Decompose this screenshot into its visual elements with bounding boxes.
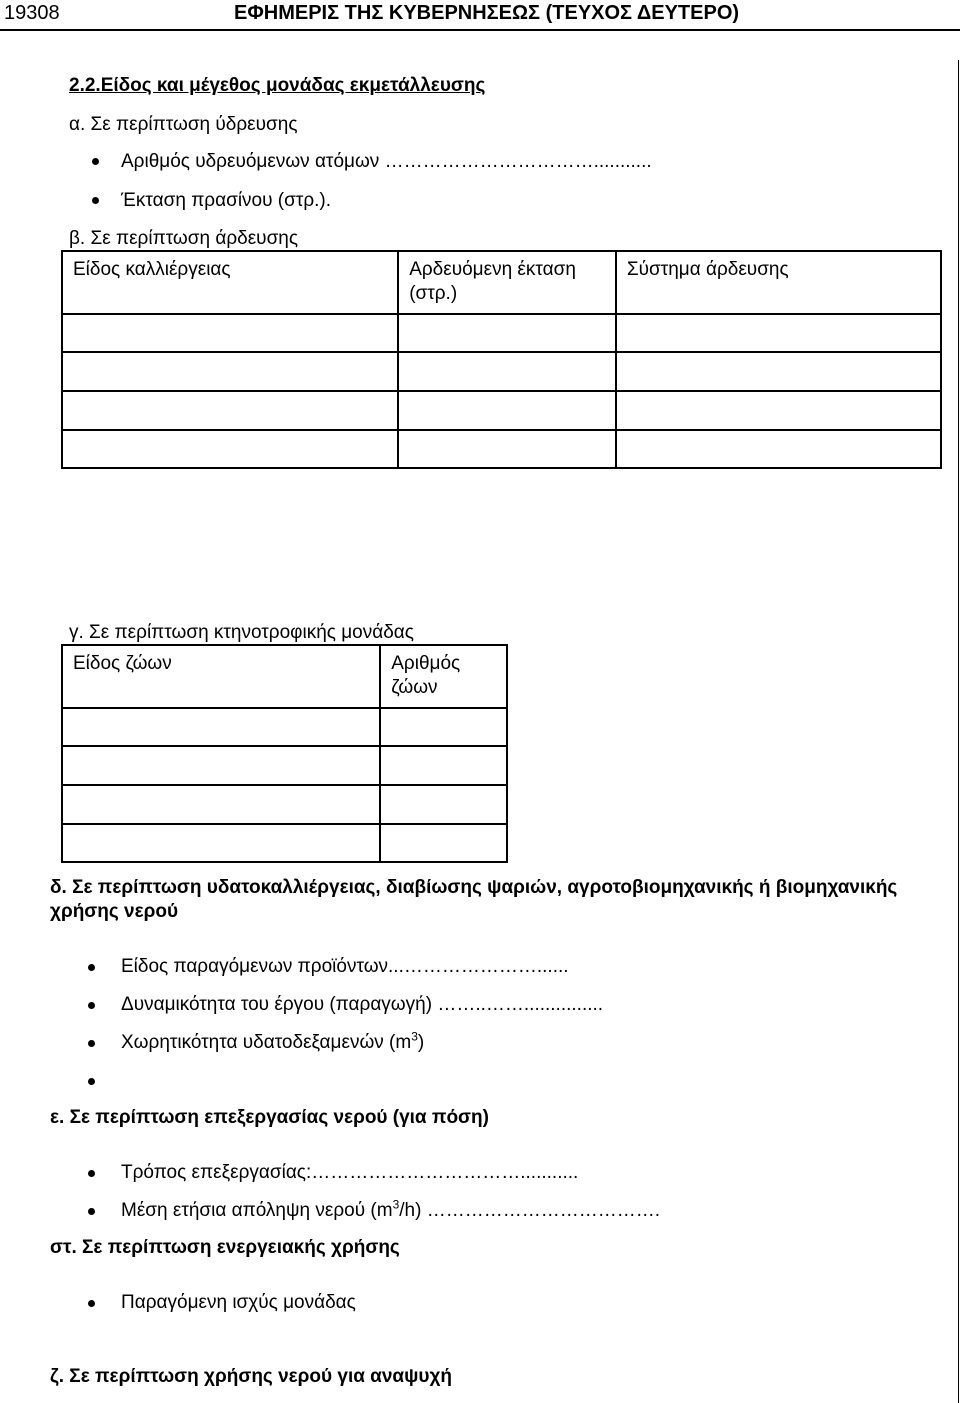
fill-dots: ………………………………. — [421, 1200, 660, 1221]
section-e-title: ε. Σε περίπτωση επεξεργασίας νερού (για πόση) — [50, 1107, 489, 1128]
table-cell[interactable] — [62, 824, 380, 862]
column-header: Είδος ζώων — [62, 645, 380, 708]
list-item-label: Χωρητικότητα υδατοδεξαμενών (m — [121, 1032, 412, 1053]
bullet — [88, 1078, 95, 1085]
table-cell[interactable] — [398, 391, 616, 430]
section-2-2-heading — [69, 75, 485, 97]
list-item — [121, 1029, 425, 1054]
page-number: 19308 — [4, 2, 60, 24]
table-cell[interactable] — [62, 708, 380, 746]
table-row — [62, 746, 507, 785]
section-c-title: γ. Σε περίπτωση κτηνοτροφικής μονάδας — [69, 622, 414, 643]
column-header: Αρδευόμενη έκταση (στρ.) — [398, 251, 616, 314]
irrigation-table — [61, 250, 942, 469]
section-st-title: στ. Σε περίπτωση ενεργειακής χρήσης — [50, 1237, 400, 1258]
list-item — [121, 151, 652, 173]
table-cell[interactable] — [616, 314, 941, 352]
fill-dots: ……………………………........... — [384, 151, 652, 172]
section-z-title: ζ. Σε περίπτωση χρήσης νερού για αναψυχή — [50, 1366, 453, 1387]
table-cell[interactable] — [62, 391, 398, 430]
gazette-title: ΕΦΗΜΕΡΙΣ ΤΗΣ ΚΥΒΕΡΝΗΣΕΩΣ (ΤΕΥΧΟΣ ΔΕΥΤΕΡΟ) — [234, 2, 740, 24]
table-cell[interactable] — [380, 708, 507, 746]
table-cell[interactable] — [398, 352, 616, 391]
fill-dots: ……………………………........... — [311, 1162, 579, 1183]
section-d-title-line1: δ. Σε περίπτωση υδατοκαλλιέργειας, διαβίωσης ψαριών, αγροτοβιομηχανικής ή βιομηχανικής — [50, 877, 898, 898]
table-row — [62, 708, 507, 746]
bullet — [88, 1208, 95, 1215]
table-cell[interactable] — [62, 352, 398, 391]
section-d-title-line2: χρήσης νερού — [50, 901, 179, 922]
list-item-suffix: ) — [417, 1032, 425, 1053]
table-row — [62, 785, 507, 824]
list-item — [121, 994, 603, 1016]
bullet — [88, 1170, 95, 1177]
table-cell[interactable] — [398, 430, 616, 468]
table-header-row — [62, 645, 507, 708]
table-cell[interactable] — [380, 824, 507, 862]
list-item-label: Τρόπος επεξεργασίας: — [121, 1162, 312, 1183]
table-row — [62, 314, 941, 352]
bullet — [92, 197, 99, 204]
table-cell[interactable] — [62, 785, 380, 824]
section-a-title: α. Σε περίπτωση ύδρευσης — [69, 114, 298, 135]
list-item: Παραγόμενη ισχύς μονάδας — [121, 1292, 356, 1313]
bullet — [88, 964, 95, 971]
table-row — [62, 430, 941, 468]
table-cell[interactable] — [380, 785, 507, 824]
list-item — [121, 1162, 578, 1184]
column-header: Αριθμός ζώων — [380, 645, 507, 708]
table-cell[interactable] — [616, 352, 941, 391]
bullet — [88, 1300, 95, 1307]
list-item — [121, 1197, 660, 1222]
superscript: 3 — [411, 1029, 418, 1044]
table-cell[interactable] — [62, 314, 398, 352]
table-row — [62, 352, 941, 391]
column-header: Σύστημα άρδευσης — [616, 251, 941, 314]
list-item-label: Μέση ετήσια απόληψη νερού (m — [121, 1200, 393, 1221]
list-item-label: Δυναμικότητα του έργου (παραγωγή) — [121, 994, 433, 1015]
table-row — [62, 391, 941, 430]
table-row — [62, 824, 507, 862]
table-cell[interactable] — [62, 430, 398, 468]
list-item: Έκταση πρασίνου (στρ.). — [121, 190, 332, 211]
table-header-row — [62, 251, 941, 314]
section-b-title: β. Σε περίπτωση άρδευσης — [69, 228, 299, 249]
bullet — [92, 158, 99, 165]
fill-dots: ...…………………...... — [388, 956, 569, 977]
header-divider — [0, 29, 960, 31]
fill-dots: ……..……............... — [437, 994, 604, 1015]
table-cell[interactable] — [62, 746, 380, 785]
list-item-label: Είδος παραγόμενων προϊόντων — [121, 956, 389, 977]
superscript: 3 — [392, 1197, 400, 1212]
table-cell[interactable] — [616, 391, 941, 430]
table-cell[interactable] — [380, 746, 507, 785]
table-cell[interactable] — [616, 430, 941, 468]
list-item-suffix: /h) — [399, 1200, 422, 1221]
bullet — [88, 1040, 95, 1047]
section-2-2-title: 2.2.Είδος και μέγεθος μονάδας εκμετάλλευσης — [69, 75, 486, 96]
column-header: Είδος καλλιέργειας — [62, 251, 398, 314]
list-item — [121, 956, 569, 978]
list-item-label: Αριθμός υδρευόμενων ατόμων — [121, 151, 380, 172]
livestock-table — [61, 644, 508, 863]
table-cell[interactable] — [398, 314, 616, 352]
right-margin-line — [958, 60, 959, 1403]
bullet — [88, 1002, 95, 1009]
